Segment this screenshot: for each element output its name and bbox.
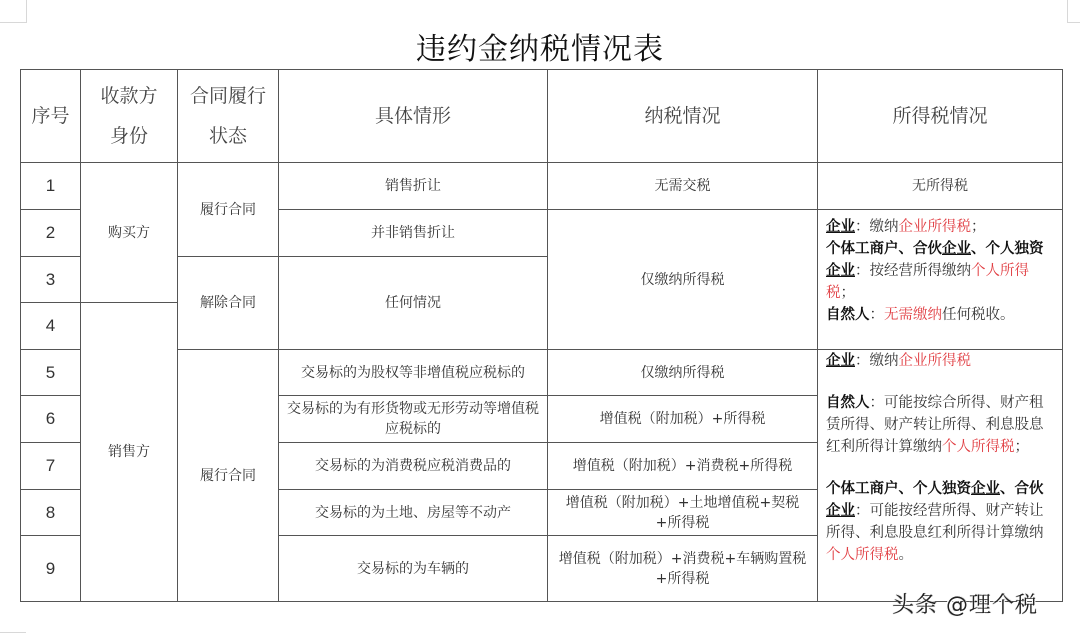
text: 。 [898, 547, 913, 563]
label-text: 企业 [971, 481, 1000, 497]
highlight-text: 个人所得税 [942, 439, 1015, 455]
text: 任何税收。 [942, 307, 1015, 323]
highlight-text: 个人所得税 [826, 263, 1029, 301]
seq-cell: 1 [21, 163, 81, 210]
table-row [21, 350, 1063, 396]
seq-cell: 6 [21, 396, 81, 443]
header-payee-line1: 收款方 [100, 85, 158, 107]
income-tax-rich-cell [818, 210, 1063, 350]
label-enterprise: 企业 [826, 219, 855, 235]
payee-cell: 购买方 [81, 163, 178, 303]
label-text: 企业 [942, 241, 971, 257]
seq-cell: 9 [21, 536, 81, 602]
situation-cell: 并非销售折让 [279, 210, 548, 257]
seq-cell: 5 [21, 350, 81, 396]
label-individual-business: 个体工商户、个人独资 [826, 481, 971, 497]
seq-cell: 8 [21, 490, 81, 536]
label-enterprise: 企业 [826, 353, 855, 369]
label-text: 企业 [826, 263, 855, 279]
situation-cell: 销售折让 [279, 163, 548, 210]
text: ：可能按经营所得、财产转让所得、利息股息红利所得计算缴纳 [826, 503, 1044, 541]
table-row [21, 163, 1063, 210]
tax-cell: 增值税（附加税）+所得税 [548, 396, 818, 443]
income-tax-cell: 无所得税 [818, 163, 1063, 210]
text: ：缴纳 [855, 353, 899, 369]
seq-cell: 2 [21, 210, 81, 257]
header-row [21, 70, 1063, 163]
situation-cell: 交易标的为车辆的 [279, 536, 548, 602]
tax-cell: 仅缴纳所得税 [548, 350, 818, 396]
text: ：缴纳 [855, 219, 899, 235]
text: ： [869, 307, 884, 323]
label-natural-person: 自然人 [826, 395, 870, 411]
header-payee-line2: 身份 [109, 125, 148, 147]
situation-cell: 交易标的为有形货物或无形劳动等增值税应税标的 [279, 396, 548, 443]
seq-cell: 7 [21, 443, 81, 490]
header-contract-line2: 状态 [208, 125, 247, 147]
text: ：可能按综合所得、财产租赁所得、财产转让所得、利息股息红利所得计算缴纳 [826, 395, 1044, 455]
header-payee [81, 70, 178, 163]
highlight-text: 个人所得税 [826, 547, 899, 563]
situation-cell: 交易标的为土地、房屋等不动产 [279, 490, 548, 536]
label-natural-person: 自然人 [826, 307, 870, 323]
text: ：按经营所得缴纳 [855, 263, 971, 279]
seq-cell: 4 [21, 303, 81, 350]
header-situation: 具体情形 [279, 70, 548, 163]
header-contract-state [178, 70, 279, 163]
highlight-text: 企业所得税 [898, 353, 971, 369]
contract-state-cell: 履行合同 [178, 350, 279, 602]
tax-cell: 增值税（附加税）+消费税+车辆购置税+所得税 [548, 536, 818, 602]
situation-cell: 交易标的为消费税应税消费品的 [279, 443, 548, 490]
situation-cell: 交易标的为股权等非增值税应税标的 [279, 350, 548, 396]
header-seq: 序号 [21, 70, 81, 163]
watermark: 头条 @理个税 [892, 593, 1038, 618]
situation-cell: 任何情况 [279, 257, 548, 350]
contract-state-cell: 履行合同 [178, 163, 279, 257]
income-tax-rich-cell [818, 350, 1063, 602]
seq-cell: 3 [21, 257, 81, 303]
tax-cell: 增值税（附加税）+土地增值税+契税+所得税 [548, 490, 818, 536]
text: ； [840, 285, 855, 301]
payee-cell: 销售方 [81, 303, 178, 602]
label-text: 企业 [826, 503, 855, 519]
highlight-text: 企业所得税 [898, 219, 971, 235]
header-tax: 纳税情况 [548, 70, 818, 163]
highlight-text: 无需缴纳 [884, 307, 942, 323]
tax-table [20, 69, 1063, 602]
page-corner-mark [0, 0, 27, 23]
page-title: 违约金纳税情况表 [416, 32, 664, 67]
header-contract-line1: 合同履行 [189, 85, 266, 107]
page-corner-mark [1067, 0, 1080, 23]
text: ； [1014, 439, 1029, 455]
tax-cell: 无需交税 [548, 163, 818, 210]
contract-state-cell: 解除合同 [178, 257, 279, 350]
header-income-tax: 所得税情况 [818, 70, 1063, 163]
tax-cell: 仅缴纳所得税 [548, 210, 818, 350]
label-individual-business: 个体工商户、合伙 [826, 241, 942, 257]
label-text: 、个人独资 [971, 241, 1044, 257]
tax-cell: 增值税（附加税）+消费税+所得税 [548, 443, 818, 490]
label-text: 、合伙 [1000, 481, 1044, 497]
text: ； [971, 219, 986, 235]
